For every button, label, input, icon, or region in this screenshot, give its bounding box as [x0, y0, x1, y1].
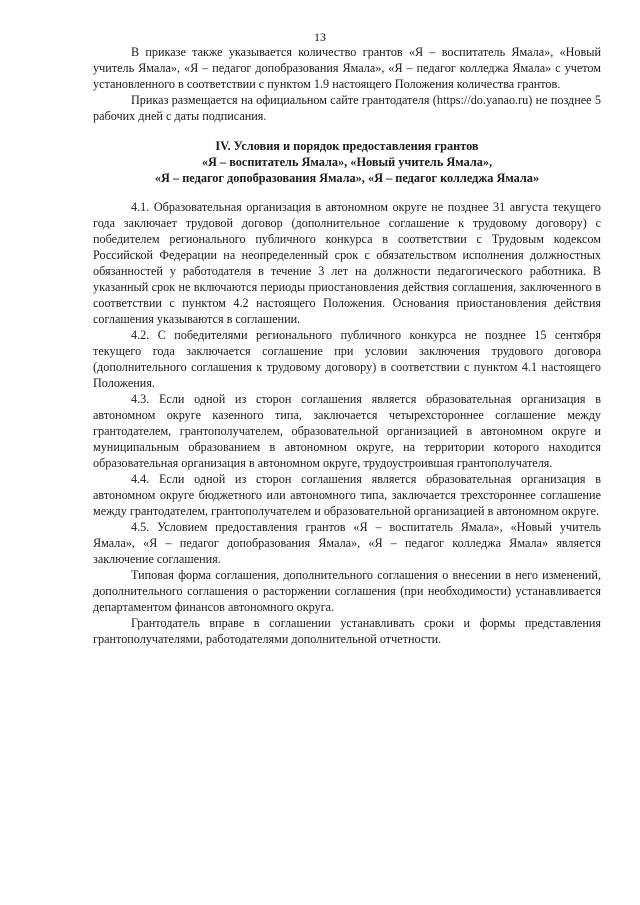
section-heading-line-2: «Я – воспитатель Ямала», «Новый учитель Ямала»,: [201, 155, 493, 169]
paragraph-4-2: 4.2. С победителями регионального публичного конкурса не позднее 15 сентября текущего года заключается соглашение при условии заключения трудового договора (дополнительного соглашения к трудовому договору) в соответствии с пунктом 4.1 настоящего Положения.: [93, 328, 601, 390]
paragraph-4-5: 4.5. Условием предоставления грантов «Я – воспитатель Ямала», «Новый учитель Ямала», «Я – педагог допобразования Ямала», «Я – педагог колледжа Ямала» является заключение соглашения.: [93, 520, 601, 566]
paragraph-4-4: 4.4. Если одной из сторон соглашения является образовательная организация в автономном округе бюджетного или автономного типа, заключается трехстороннее соглашение между грантодателем, грантополучателем и образовательной организацией в автономном округе.: [93, 472, 601, 518]
paragraph-intro-1: В приказе также указывается количество грантов «Я – воспитатель Ямала», «Новый учитель Ямала», «Я – педагог допобразования Ямала», «Я – педагог колледжа Ямала» с учетом установленного в соответствии с пунктом 1.9 настоящего Положения количества грантов.: [93, 45, 601, 91]
page-number: 13: [314, 30, 326, 44]
section-heading-line-3: «Я – педагог допобразования Ямала», «Я – педагог колледжа Ямала»: [154, 171, 540, 185]
paragraph-4-1: 4.1. Образовательная организация в автономном округе не позднее 31 августа текущего года заключает трудовой договор (дополнительное соглашение к трудовому договору) с победителем регионального публичного конкурса в соответствии с Трудовым кодексом Российской Федерации на неопределенный срок с обязательством исполнения должностных обязанностей у работодателя в течение 3 лет на должности педагогического работника. В указанный срок не включаются периоды приостановления действия соглашения, заключенного в соответствии с пунктом 4.2 настоящего Положения. Основания приостановления действия соглашения указываются в соглашении.: [93, 200, 601, 326]
section-heading: [93, 138, 601, 186]
document-body: [93, 44, 601, 647]
paragraph-intro-2: Приказ размещается на официальном сайте грантодателя (https://do.yanao.ru) не позднее 5 рабочих дней с даты подписания.: [93, 93, 601, 123]
paragraph-typical-form: Типовая форма соглашения, дополнительного соглашения о внесении в него изменений, дополнительного соглашения о расторжении соглашения (при необходимости) устанавливается департаментом финансов автономного округа.: [93, 568, 601, 614]
section-heading-line-1: IV. Условия и порядок предоставления грантов: [215, 139, 479, 153]
paragraph-4-3: 4.3. Если одной из сторон соглашения является образовательная организация в автономном округе казенного типа, заключается четырехстороннее соглашение между грантодателем, грантополучателем, образовательной организацией в автономном округе и муниципальным образованием в автономном округе, на территории которого находится образовательная организация в автономном округе, трудоустроившая грантополучателя.: [93, 392, 601, 470]
paragraph-reporting: Грантодатель вправе в соглашении устанавливать сроки и формы представления грантополучателями, работодателями дополнительной отчетности.: [93, 616, 601, 646]
